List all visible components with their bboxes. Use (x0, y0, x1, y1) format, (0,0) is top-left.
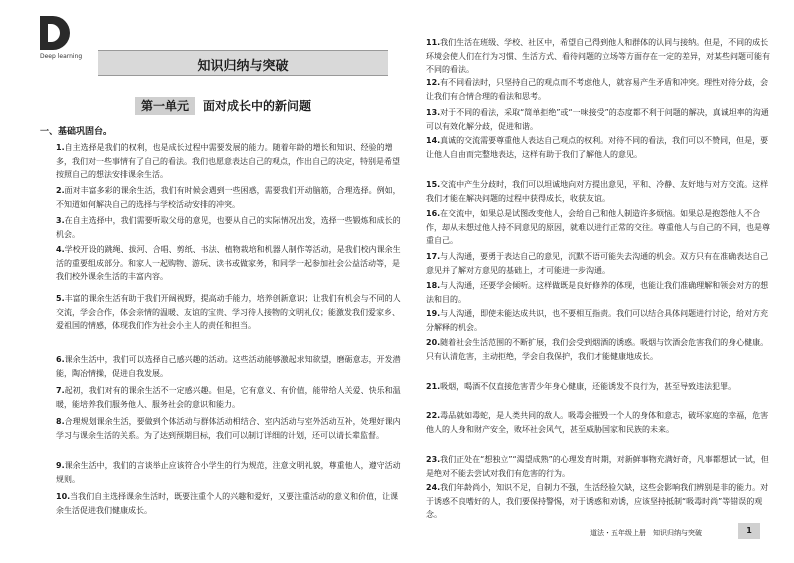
list-item: 21.吸烟，喝酒不仅直接危害青少年身心健康，还能诱发不良行为，甚至导致违法犯罪。 (426, 382, 737, 391)
list-item: 24.我们年龄尚小，知识不足，自制力不强，生活经验欠缺，这些会影响我们辨别是非的能力。对于诱惑不良嗜好的人，我们要保持警惕，对于诱惑和劝诱，应该坚持抵制“吸毒时尚”等错误的观念。 (426, 483, 769, 520)
page-number: 1 (738, 523, 760, 539)
section-heading: 一、基础巩固台。 (40, 127, 113, 137)
list-item: 20.随着社会生活范围的不断扩展，我们会受到烟酒的诱惑。吸烟与饮酒会危害我们的身心健康。只有认清危害，主动拒绝，学会自我保护，我们才能健康地成长。 (426, 338, 769, 361)
list-item: 15.交流中产生分歧时，我们可以坦诚地向对方提出意见，平和、冷静、友好地与对方交流。这样我们才能在解决问题的过程中获得成长，收获友谊。 (426, 180, 769, 203)
list-item: 22.毒品就如毒蛇，是人类共同的敌人。吸毒会摧毁一个人的身体和意志，破坏家庭的幸福，危害他人的人身和财产安全，败坏社会风气，甚至威胁国家和民族的未来。 (426, 411, 769, 434)
list-item: 12.有不同看法时，只坚持自己的观点而不考虑他人，就容易产生矛盾和冲突。理性对待分歧，会让我们有合情合理的看法和思考。 (426, 78, 769, 101)
list-item: 17.与人沟通，要勇于表达自己的意见，沉默不语可能失去沟通的机会。双方只有在准确表达自己意见并了解对方意见的基础上，才可能进一步沟通。 (426, 252, 769, 275)
logo-d-icon (40, 16, 70, 50)
list-item: 18.与人沟通，还要学会倾听。这样做既是良好修养的体现，也能让我们准确理解和领会对方的想法和目的。 (426, 281, 769, 304)
list-item: 7.起初，我们对有的课余生活不一定感兴趣。但是，它有意义、有价值，能带给人关爱、快乐和温暖，能培养我们服务他人、服务社会的意识和能力。 (56, 386, 401, 409)
page-title: 知识归纳与突破 (197, 59, 289, 74)
list-item: 1.自主选择是我们的权利，也是成长过程中需要发展的能力。随着年龄的增长和知识、经验的增多，我们对一些事情有了自己的看法。我们也愿意表达自己的观点，作出自己的决定，特别是希望按照自己的想法安排课余生活。 (56, 143, 400, 180)
list-item: 8.合理规划课余生活，要做到个体活动与群体活动相结合、室内活动与室外活动互补，处理好课内学习与课余生活的关系。为了达到预期目标，我们可以制订详细的计划，还可以请长辈监督。 (56, 417, 401, 440)
list-item: 6.课余生活中，我们可以选择自己感兴趣的活动。这些活动能够激起求知欲望，磨砺意志，开发潜能，陶冶情操，促进自我发展。 (56, 355, 401, 378)
list-item: 9.课余生活中，我们的言谈举止应该符合小学生的行为规范，注意文明礼貌，尊重他人，遵守活动规则。 (56, 461, 401, 484)
list-item: 11.我们生活在班级、学校、社区中，希望自己得到他人和群体的认同与接纳。但是，不同的成长环境会使人们在行为习惯、生活方式、看待问题的立场等方面存在一定的差异，对某些问题可能有不同的看法。 (426, 38, 770, 75)
deep-learning-logo (40, 16, 84, 66)
list-item: 2.面对丰富多彩的课余生活，我们有时候会遇到一些困惑，需要我们开动脑筋，合理选择。例如，不知道如何解决自己的选择与学校活动安排的冲突。 (56, 186, 401, 209)
header-banner (98, 50, 388, 76)
list-item: 19.与人沟通，即使未能达成共识，也不要相互指责。我们可以结合具体问题进行讨论，给对方充分解释的机会。 (426, 309, 769, 332)
footer-text: 道法・五年级上册 知识归纳与突破 (590, 529, 702, 537)
list-item: 23.我们正处在“想独立”“渴望成熟”的心理发育时期，对新鲜事物充满好奇，凡事都想试一试，但是绝对不能去尝试对我们有危害的行为。 (426, 455, 769, 478)
logo-text: Deep learning (40, 53, 83, 60)
list-item: 13.对于不同的看法，采取“简单拒绝”或“一味接受”的态度都不利于问题的解决，真诚坦率的沟通可以有效化解分歧，促进和谐。 (426, 108, 769, 131)
list-item: 14.真诚的交流需要尊重他人表达自己观点的权利。对待不同的看法，我们可以不赞同，但是，要让他人自由而完整地表达，这样有助于我们了解他人的意见。 (426, 136, 769, 159)
list-item: 10.当我们自主选择课余生活时，既要注重个人的兴趣和爱好，又要注重活动的意义和价值，让课余生活促进我们健康成长。 (56, 492, 399, 515)
list-item: 4.学校开设的跳绳、拔河、合唱、剪纸、书法、植物栽培和机器人制作等活动，是我们校内课余生活的重要组成部分。和家人一起购物、游玩、读书或做家务，和同学一起参加社会公益活动等，是我们校外课余生活的丰富内容。 (56, 245, 401, 282)
unit-heading (135, 97, 311, 114)
list-item: 3.在自主选择中，我们需要听取父母的意见，也要从自己的实际情况出发，选择一些锻炼和成长的机会。 (56, 216, 401, 239)
unit-title: 面对成长中的新问题 (203, 99, 312, 113)
unit-label: 第一单元 (135, 97, 195, 115)
list-item: 16.在交流中，如果总是试图改变他人，会给自己和他人制造许多烦恼。如果总是抱怨他人不合作，却从未想过他人持不同意见的原因，就难以进行正常的交往。尊重他人与自己的不同，也是尊重自己。 (426, 209, 770, 246)
list-item: 5.丰富的课余生活有助于我们开阔视野，提高动手能力，培养创新意识；让我们有机会与不同的人交流，学会合作，体会亲情的温暖、友谊的宝贵、学习待人接物的文明礼仪；能激发我们爱家乡、爱祖国的情感，体现我们作为社会小主人的责任和担当。 (56, 294, 401, 331)
